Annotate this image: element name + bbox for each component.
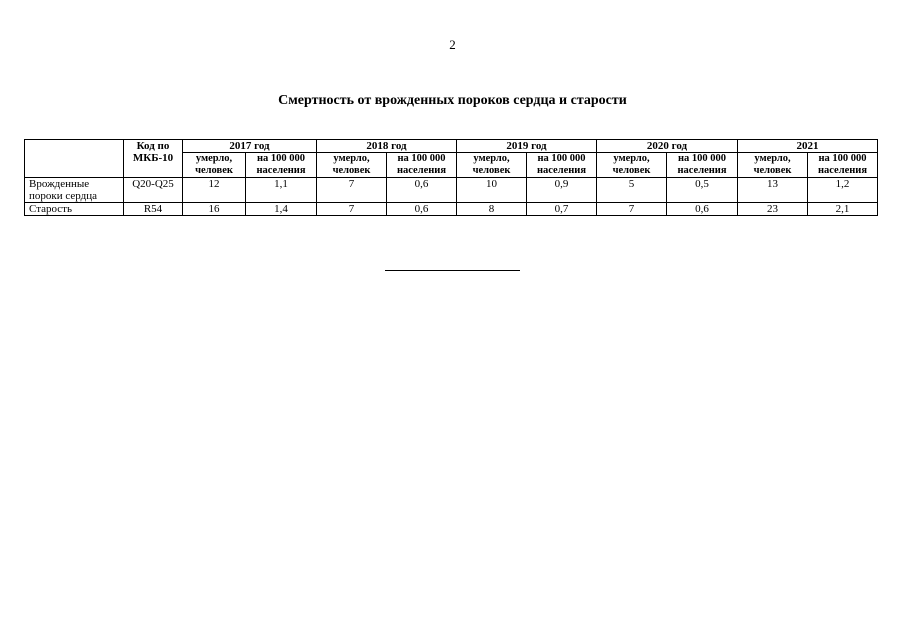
year-header: 2020 год bbox=[597, 140, 738, 153]
cause-name: Старость bbox=[25, 203, 124, 216]
rate-value: 1,4 bbox=[246, 203, 317, 216]
table-row bbox=[25, 178, 878, 203]
died-value: 12 bbox=[183, 178, 246, 203]
died-header: умерло, человек bbox=[317, 153, 387, 178]
footnote-divider bbox=[385, 270, 520, 271]
died-value: 16 bbox=[183, 203, 246, 216]
died-value: 23 bbox=[738, 203, 808, 216]
rate-value: 0,9 bbox=[527, 178, 597, 203]
per100k-header: на 100 000 населения bbox=[387, 153, 457, 178]
died-header: умерло, человек bbox=[183, 153, 246, 178]
died-header: умерло, человек bbox=[738, 153, 808, 178]
year-header: 2021 bbox=[738, 140, 878, 153]
died-value: 7 bbox=[317, 178, 387, 203]
died-header: умерло, человек bbox=[457, 153, 527, 178]
rate-value: 2,1 bbox=[808, 203, 878, 216]
rate-value: 0,6 bbox=[387, 178, 457, 203]
table-row bbox=[25, 203, 878, 216]
mortality-table bbox=[24, 139, 878, 216]
year-header-row bbox=[25, 140, 878, 153]
died-value: 8 bbox=[457, 203, 527, 216]
died-value: 7 bbox=[597, 203, 667, 216]
icd-code: Q20-Q25 bbox=[124, 178, 183, 203]
died-header: умерло, человек bbox=[597, 153, 667, 178]
document-title: Смертность от врожденных пороков сердца и старости bbox=[278, 93, 627, 108]
empty-corner-cell bbox=[25, 140, 124, 178]
per100k-header: на 100 000 населения bbox=[808, 153, 878, 178]
rate-value: 0,6 bbox=[387, 203, 457, 216]
rate-value: 0,7 bbox=[527, 203, 597, 216]
per100k-header: на 100 000 населения bbox=[667, 153, 738, 178]
year-header: 2017 год bbox=[183, 140, 317, 153]
died-value: 5 bbox=[597, 178, 667, 203]
rate-value: 1,2 bbox=[808, 178, 878, 203]
died-value: 13 bbox=[738, 178, 808, 203]
per100k-header: на 100 000 населения bbox=[246, 153, 317, 178]
icd-code: R54 bbox=[124, 203, 183, 216]
page-number: 2 bbox=[449, 37, 456, 52]
year-header: 2018 год bbox=[317, 140, 457, 153]
per100k-header: на 100 000 населения bbox=[527, 153, 597, 178]
rate-value: 0,5 bbox=[667, 178, 738, 203]
year-header: 2019 год bbox=[457, 140, 597, 153]
rate-value: 0,6 bbox=[667, 203, 738, 216]
rate-value: 1,1 bbox=[246, 178, 317, 203]
cause-name: Врожденные пороки сердца bbox=[25, 178, 124, 203]
died-value: 7 bbox=[317, 203, 387, 216]
icd-code-header: Код по МКБ-10 bbox=[124, 140, 183, 178]
died-value: 10 bbox=[457, 178, 527, 203]
